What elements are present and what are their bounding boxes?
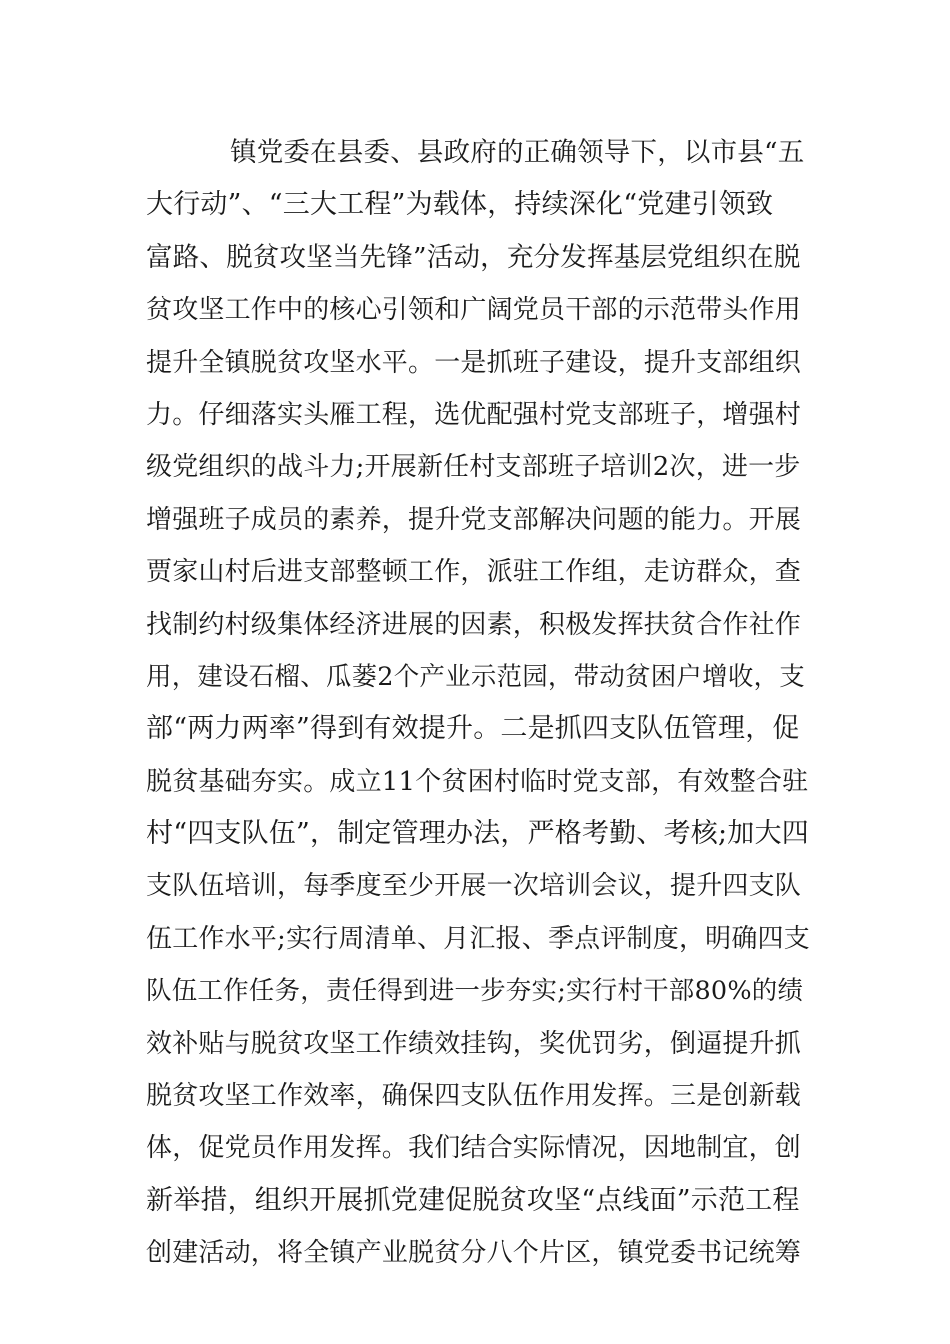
text-line: 富路、脱贫攻坚当先锋”活动，充分发挥基层党组织在脱 (146, 241, 801, 273)
text-line: 脱贫攻坚工作效率，确保四支队伍作用发挥。三是创新载 (146, 1081, 802, 1112)
text-line: 用，建设石榴、瓜蒌2个产业示范园，带动贫困户增收，支 (146, 661, 805, 692)
text-line: 部“两力两率”得到有效提升。二是抓四支队伍管理，促 (146, 713, 800, 745)
text-line: 大行动”、“三大工程”为载体，持续深化“党建引领致 (146, 189, 774, 221)
text-line: 脱贫基础夯实。成立11个贫困村临时党支部，有效整合驻 (146, 766, 809, 797)
text-line: 级党组织的战斗力;开展新任村支部班子培训2次，进一步 (146, 452, 801, 483)
text-line: 增强班子成员的素养，提升党支部解决问题的能力。开展 (146, 504, 802, 535)
text-line: 支队伍培训，每季度至少开展一次培训会议，提升四支队 (146, 871, 802, 902)
text-line: 创建活动，将全镇产业脱贫分八个片区，镇党委书记统筹 (146, 1238, 802, 1269)
text-line: 镇党委在县委、县政府的正确领导下，以市县“五 (230, 137, 805, 168)
text-line: 提升全镇脱贫攻坚水平。一是抓班子建设，提升支部组织 (146, 347, 802, 378)
body-paragraph (146, 127, 812, 1280)
text-line: 村“四支队伍”，制定管理办法，严格考勤、考核;加大四 (146, 818, 809, 850)
text-line: 效补贴与脱贫攻坚工作绩效挂钩，奖优罚劣，倒逼提升抓 (146, 1028, 802, 1059)
text-line: 伍工作水平;实行周清单、月汇报、季点评制度，明确四支 (146, 923, 810, 954)
text-line: 体，促党员作用发挥。我们结合实际情况，因地制宜，创 (146, 1133, 802, 1164)
text-line: 力。仔细落实头雁工程，选优配强村党支部班子，增强村 (146, 399, 802, 430)
text-line: 贫攻坚工作中的核心引领和广阔党员干部的示范带头作用 (146, 295, 802, 326)
text-line: 新举措，组织开展抓党建促脱贫攻坚“点线面”示范工程 (146, 1184, 800, 1216)
text-line: 队伍工作任务，责任得到进一步夯实;实行村干部80%的绩 (146, 976, 804, 1007)
text-line: 贾家山村后进支部整顿工作，派驻工作组，走访群众，查 (146, 557, 802, 588)
text-line: 找制约村级集体经济进展的因素，积极发挥扶贫合作社作 (146, 609, 802, 640)
